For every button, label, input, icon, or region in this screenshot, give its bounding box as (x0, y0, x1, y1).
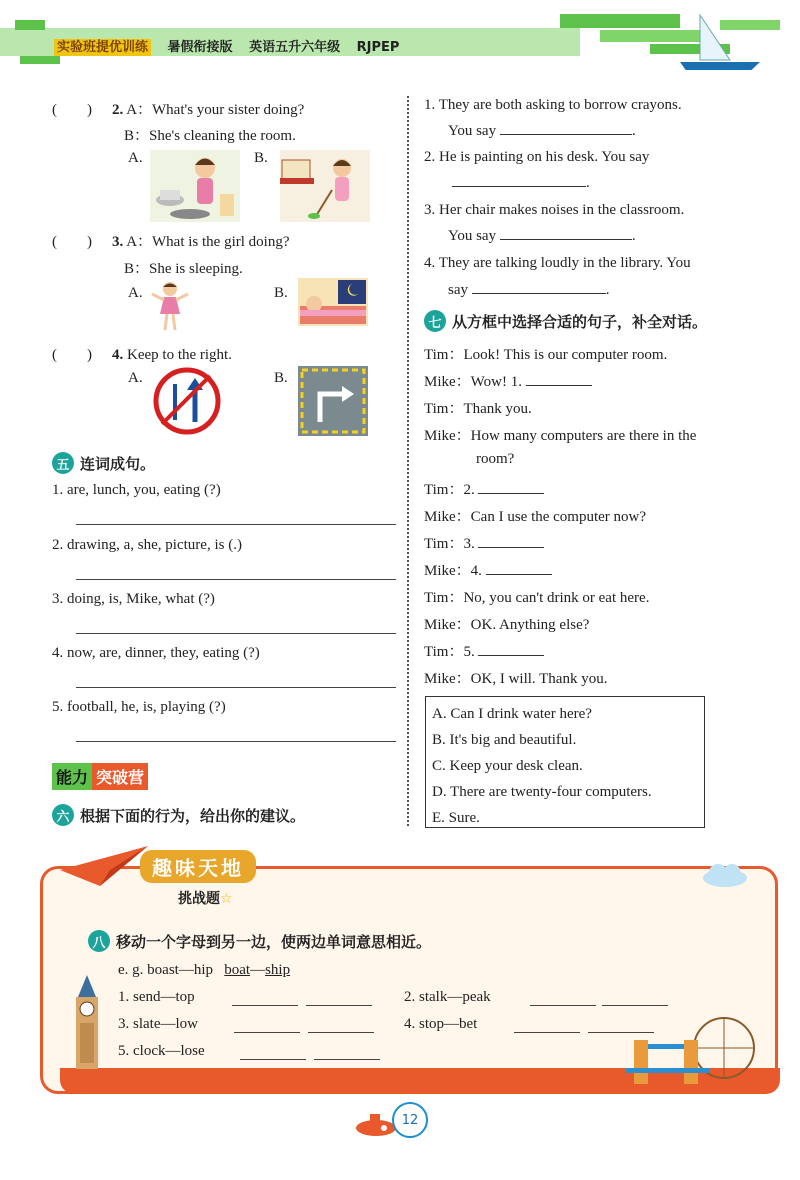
q3-option-a-image[interactable] (150, 280, 190, 337)
dialog-line: Tim：No, you can't drink or eat here. (424, 590, 650, 606)
dialog-line: Mike：How many computers are there in the (424, 428, 697, 444)
s6-item-3: 3. Her chair makes noises in the classroom. (424, 202, 685, 218)
ability-banner (52, 763, 148, 790)
dialog-line (424, 478, 544, 499)
answer-blank[interactable] (314, 1059, 380, 1060)
s8-item-2 (404, 989, 491, 1006)
answer-blank[interactable] (486, 574, 552, 575)
london-bridge-icon (626, 1014, 756, 1099)
section-badge: 六 (52, 804, 74, 826)
answer-blank[interactable] (308, 1032, 374, 1033)
option-item: D. There are twenty-four computers. (432, 784, 652, 800)
dialog-text: Tim：5. (424, 644, 475, 660)
fun-title: 趣味天地 (140, 850, 256, 883)
question-2 (52, 98, 304, 119)
page-number: 12 (392, 1102, 428, 1138)
star-icon: ☆ (220, 891, 233, 907)
challenge-label (178, 888, 233, 908)
option-item: A. Can I drink water here? (432, 706, 592, 722)
dialog-line (424, 640, 544, 661)
section-7-heading (424, 310, 707, 332)
example-dash: — (250, 962, 266, 978)
s8-item-4 (404, 1016, 477, 1033)
s6-item-2-b: . (452, 175, 590, 192)
answer-blank[interactable] (478, 655, 544, 656)
answer-blank[interactable] (526, 385, 592, 386)
s6-item-2: 2. He is painting on his desk. You say (424, 149, 650, 165)
question-text: Keep to the right. (127, 347, 232, 363)
q3-option-a-label: A. (128, 285, 143, 301)
answer-blank[interactable] (478, 493, 544, 494)
page-header (0, 0, 800, 70)
section-5-heading (52, 452, 155, 474)
options-box (425, 696, 705, 828)
s6-item-1: 1. They are both asking to borrow crayons. (424, 97, 682, 113)
s8-item-5 (118, 1043, 205, 1060)
answer-blank[interactable] (472, 293, 606, 294)
dialog-line-a: A：What is the girl doing? (126, 234, 290, 250)
section-title: 根据下面的行为，给出你的建议。 (80, 806, 306, 825)
answer-paren[interactable]: ( ) (52, 347, 92, 363)
column-divider (407, 96, 409, 826)
answer-line[interactable] (76, 687, 396, 688)
answer-blank[interactable] (478, 547, 544, 548)
answer-blank[interactable] (530, 1005, 596, 1006)
option-item: E. Sure. (432, 810, 480, 826)
answer-blank[interactable] (306, 1005, 372, 1006)
item-text: 4. stop—bet (404, 1016, 478, 1032)
question-3 (52, 230, 290, 251)
option-item: B. It's big and beautiful. (432, 732, 577, 748)
item-text: 2. stalk—peak (404, 989, 491, 1005)
answer-blank[interactable] (500, 239, 632, 240)
code-label: RJPEP (356, 40, 400, 55)
dialog-line (424, 370, 592, 391)
q3-option-b-label: B. (274, 285, 288, 301)
q4-option-b-sign[interactable] (298, 366, 368, 441)
dialog-text: Mike：4. (424, 563, 482, 579)
section-title: 从方框中选择合适的句子，补全对话。 (452, 312, 708, 331)
dialog-line: Mike：OK. Anything else? (424, 617, 590, 633)
dialog-line (424, 532, 544, 553)
ability-part1: 能力 (52, 763, 92, 790)
paper-plane-icon (60, 840, 150, 895)
dialog-text: Mike：Wow! 1. (424, 374, 522, 390)
header-decoration (0, 0, 800, 70)
section-6-heading (52, 804, 305, 826)
s6-item-4-b: say . (448, 282, 610, 298)
item-text: 3. slate—low (118, 1016, 198, 1032)
q3-line-b: B：She is sleeping. (124, 261, 243, 277)
item-text: 1. send—top (118, 989, 195, 1005)
subject-label: 英语五升六年级 (249, 40, 341, 55)
answer-line[interactable] (76, 524, 396, 525)
section-title: 移动一个字母到另一边，使两边单词意思相近。 (116, 932, 432, 951)
you-say-label: You say (448, 228, 497, 244)
dialog-text: Tim：3. (424, 536, 475, 552)
answer-paren[interactable]: ( ) (52, 234, 92, 250)
q4-option-b-label: B. (274, 370, 288, 386)
dialog-line: Tim：Look! This is our computer room. (424, 347, 668, 363)
s5-item-4: 4. now, are, dinner, they, eating (?) (52, 645, 260, 661)
question-number: 2. (112, 102, 124, 118)
q2-option-b-image[interactable] (280, 150, 370, 227)
section-title: 连词成句。 (80, 454, 156, 473)
answer-blank[interactable] (232, 1005, 298, 1006)
option-item: C. Keep your desk clean. (432, 758, 583, 774)
example-answer-a: boat (224, 962, 251, 978)
cloud-icon (700, 862, 750, 893)
answer-line[interactable] (76, 741, 396, 742)
question-number: 3. (112, 234, 124, 250)
say-label: say (448, 282, 468, 298)
answer-line[interactable] (76, 633, 396, 634)
s5-item-2: 2. drawing, a, she, picture, is (.) (52, 537, 242, 553)
s6-item-3-b: You say . (448, 228, 636, 244)
dialog-line: Mike：OK, I will. Thank you. (424, 671, 608, 687)
q3-option-b-image[interactable] (298, 278, 368, 331)
answer-blank[interactable] (234, 1032, 300, 1033)
section-badge: 五 (52, 452, 74, 474)
s8-item-1 (118, 989, 195, 1006)
item-text: 5. clock—lose (118, 1043, 205, 1059)
you-say-label: You say (448, 123, 497, 139)
q4-option-a-label: A. (128, 370, 143, 386)
s5-item-1: 1. are, lunch, you, eating (?) (52, 482, 221, 498)
dialog-line-a: A：What's your sister doing? (126, 102, 305, 118)
header-text (54, 36, 411, 55)
example-answer-b: ship (265, 962, 291, 978)
section-badge: 七 (424, 310, 446, 332)
answer-blank[interactable] (452, 186, 586, 187)
q4-option-a-sign[interactable] (152, 366, 222, 441)
answer-line[interactable] (76, 579, 396, 580)
dialog-line-cont: room? (476, 451, 515, 467)
question-4 (52, 343, 232, 364)
dialog-line (424, 559, 552, 580)
q2-option-b-label: B. (254, 150, 268, 166)
clock-tower-icon (70, 975, 104, 1075)
dialog-line: Tim：Thank you. (424, 401, 532, 417)
edition-label: 暑假衔接版 (167, 40, 233, 55)
brand-label: 实验班提优训练 (54, 39, 151, 56)
example-text: e. g. boast—hip (118, 962, 213, 978)
q2-line-b: B：She's cleaning the room. (124, 128, 296, 144)
s5-item-3: 3. doing, is, Mike, what (?) (52, 591, 215, 607)
section-8-heading (88, 930, 431, 952)
ability-part2: 突破营 (92, 763, 148, 790)
answer-blank[interactable] (602, 1005, 668, 1006)
s8-item-3 (118, 1016, 198, 1033)
challenge-text: 挑战题 (178, 891, 220, 907)
dialog-text: Tim：2. (424, 482, 475, 498)
section-badge: 八 (88, 930, 110, 952)
s6-item-1-b: You say . (448, 123, 636, 139)
q2-option-a-label: A. (128, 150, 143, 166)
question-number: 4. (112, 347, 124, 363)
answer-blank[interactable] (514, 1032, 580, 1033)
dialog-line: Mike：Can I use the computer now? (424, 509, 647, 525)
answer-paren[interactable]: ( ) (52, 102, 92, 118)
answer-blank[interactable] (240, 1059, 306, 1060)
s5-item-5: 5. football, he, is, playing (?) (52, 699, 226, 715)
s6-item-4: 4. They are talking loudly in the library. You (424, 255, 691, 271)
example-line (118, 962, 290, 979)
q2-option-a-image[interactable] (150, 150, 240, 227)
answer-blank[interactable] (500, 134, 632, 135)
